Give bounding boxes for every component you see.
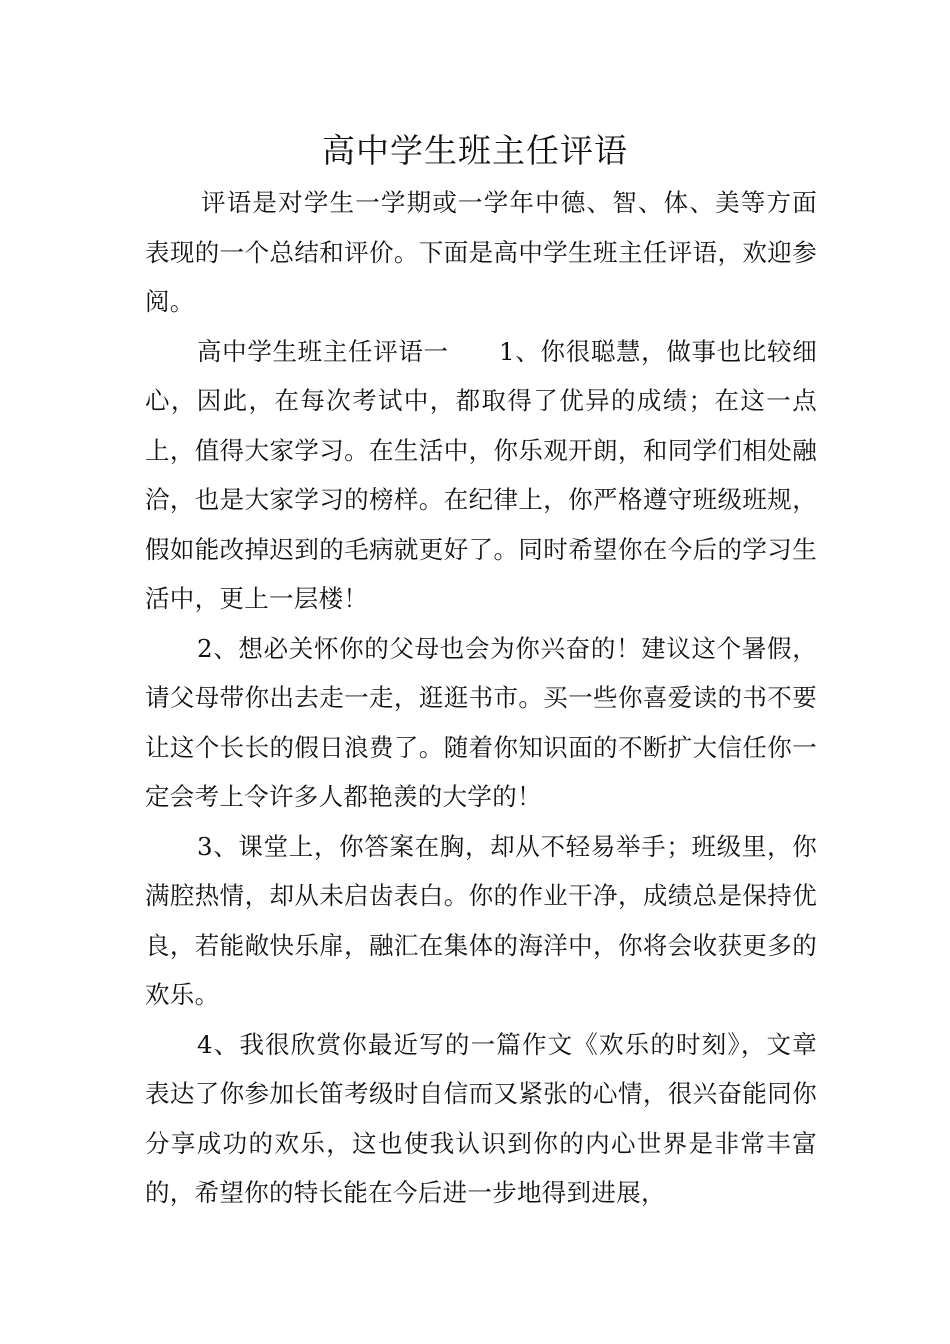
paragraph-comment-3: 3、课堂上，你答案在胸，却从不轻易举手；班级里，你满腔热情，却从未启齿表白。你的作业干净，成绩总是保持优良，若能敞快乐扉，融汇在集体的海洋中，你将会收获更多的欢乐。	[145, 831, 817, 1009]
paragraph-comment-2: 2、想必关怀你的父母也会为你兴奋的！建议这个暑假，请父母带你出去走一走，逛逛书市。买一些你喜爱读的书不要让这个长长的假日浪费了。随着你知识面的不断扩大信任你一定会考上令许多人都艳羡的大学的！	[145, 633, 817, 811]
paragraph-comment-1: 高中学生班主任评语一 1、你很聪慧，做事也比较细心，因此，在每次考试中，都取得了优异的成绩；在这一点上，值得大家学习。在生活中，你乐观开朗，和同学们相处融洽，也是大家学习的榜样。在纪律上，你严格遵守班级班规，假如能改掉迟到的毛病就更好了。同时希望你在今后的学习生活中，更上一层楼！	[145, 336, 817, 613]
paragraph-intro: 评语是对学生一学期或一学年中德、智、体、美等方面表现的一个总结和评价。下面是高中学生班主任评语，欢迎参阅。	[145, 188, 817, 316]
paragraph-comment-4: 4、我很欣赏你最近写的一篇作文《欢乐的时刻》，文章表达了你参加长笛考级时自信而又紧张的心情，很兴奋能同你分享成功的欢乐，这也使我认识到你的内心世界是非常丰富的，希望你的特长能在今后进一步地得到进展，	[145, 1029, 817, 1207]
document-body	[145, 178, 817, 1218]
document-title: 高中学生班主任评语	[322, 131, 628, 170]
